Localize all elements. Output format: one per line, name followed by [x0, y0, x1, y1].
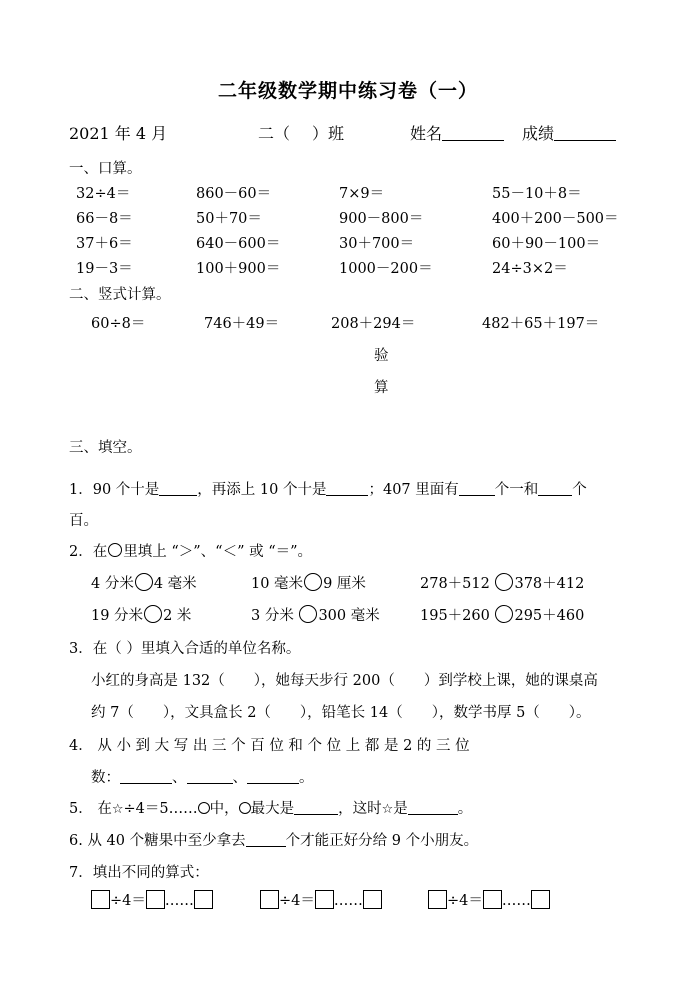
oral-problem: 32÷4＝ — [76, 186, 131, 202]
oral-problem: 100＋900＝ — [196, 261, 281, 277]
compare-circle[interactable] — [135, 573, 153, 591]
answer-box[interactable] — [363, 890, 382, 909]
compare-item: 4 分米 4 毫米 — [91, 572, 197, 593]
class-prefix: 二（ — [258, 124, 291, 143]
oral-problem: 900－800＝ — [339, 211, 424, 227]
answer-box[interactable] — [531, 890, 550, 909]
compare-circle[interactable] — [495, 573, 513, 591]
division-template-2: ÷4＝ …… — [260, 889, 382, 910]
oral-problem: 37＋6＝ — [76, 236, 133, 252]
compare-item: 3 分米 300 毫米 — [251, 604, 380, 625]
answer-blank[interactable] — [538, 481, 572, 496]
exam-date: 2021 年 4 月 — [69, 124, 168, 143]
oral-problem: 60＋90－100＝ — [492, 236, 601, 252]
check-label-1: 验 — [374, 348, 389, 364]
section-fill-heading: 三、填空。 — [69, 440, 142, 456]
star-icon: ☆ — [111, 802, 124, 817]
answer-box[interactable] — [483, 890, 502, 909]
oral-problem: 7×9＝ — [339, 186, 385, 202]
compare-item: 278＋512 378＋412 — [420, 572, 584, 593]
answer-box[interactable] — [315, 890, 334, 909]
answer-blank[interactable] — [247, 769, 299, 784]
answer-blank[interactable] — [159, 481, 197, 496]
question-3: 3．在（ ）里填入合适的单位名称。 — [69, 641, 301, 657]
page-title: 二年级数学期中练习卷（一） — [217, 80, 478, 102]
answer-box[interactable] — [260, 890, 279, 909]
section-oral-heading: 一、口算。 — [69, 161, 142, 177]
oral-problem: 860－60＝ — [196, 186, 272, 202]
compare-circle[interactable] — [495, 605, 513, 623]
compare-item: 10 毫米 9 厘米 — [251, 572, 366, 593]
division-template-1: ÷4＝ …… — [91, 889, 213, 910]
question-3-line-2: 约 7（ ），文具盒长 2（ ），铅笔长 14（ ），数学书厚 5（ ）。 — [91, 705, 591, 721]
question-4: 4． 从 小 到 大 写 出 三 个 百 位 和 个 位 上 都 是 2 的 三 位 — [69, 738, 470, 754]
answer-blank[interactable] — [187, 769, 233, 784]
name-field — [410, 121, 504, 144]
star-icon: ☆ — [381, 802, 394, 817]
answer-box[interactable] — [146, 890, 165, 909]
question-3-line-1: 小红的身高是 132（ ），她每天步行 200（ ）到学校上课，她的课桌高 — [91, 673, 598, 689]
oral-problem: 24÷3×2＝ — [492, 261, 568, 277]
answer-box[interactable] — [428, 890, 447, 909]
oral-problem: 55－10＋8＝ — [492, 186, 582, 202]
answer-blank[interactable] — [246, 832, 286, 847]
circle-icon — [198, 802, 210, 814]
section-vertical-heading: 二、竖式计算。 — [69, 287, 171, 303]
class-suffix: ）班 — [312, 124, 345, 143]
answer-blank[interactable] — [294, 800, 338, 815]
class-field — [258, 121, 344, 144]
compare-item: 195＋260 295＋460 — [420, 604, 584, 625]
check-label-2: 算 — [374, 380, 389, 396]
oral-problem: 640－600＝ — [196, 236, 281, 252]
oral-problem: 400＋200－500＝ — [492, 211, 619, 227]
division-template-3: ÷4＝ …… — [428, 889, 550, 910]
answer-box[interactable] — [91, 890, 110, 909]
question-6: 6. 从 40 个糖果中至少拿去 个才能正好分给 9 个小朋友。 — [69, 833, 479, 849]
vertical-problem: 208＋294＝ — [331, 316, 416, 332]
question-5: 5． 在☆÷4＝5…… 中， 最大是 ，这时☆是 。 — [69, 801, 473, 817]
circle-icon — [108, 543, 122, 557]
question-1-cont: 百。 — [69, 513, 98, 529]
circle-icon — [239, 802, 251, 814]
question-7: 7．填出不同的算式： — [69, 865, 209, 881]
compare-item: 19 分米 2 米 — [91, 604, 191, 625]
compare-circle[interactable] — [299, 605, 317, 623]
oral-problem: 30＋700＝ — [339, 236, 415, 252]
answer-blank[interactable] — [326, 481, 368, 496]
question-1: 1．90 个十是 ，再添上 10 个十是 ；407 里面有 个一和 个 — [69, 482, 587, 498]
answer-blank[interactable] — [408, 800, 458, 815]
compare-circle[interactable] — [304, 573, 322, 591]
oral-problem: 50＋70＝ — [196, 211, 262, 227]
score-field — [522, 121, 616, 144]
name-blank[interactable] — [442, 126, 504, 141]
score-blank[interactable] — [554, 126, 616, 141]
compare-circle[interactable] — [144, 605, 162, 623]
answer-blank[interactable] — [120, 769, 172, 784]
vertical-problem: 746＋49＝ — [204, 316, 280, 332]
question-4-answers: 数： 、 、 。 — [91, 770, 314, 786]
name-label: 姓名 — [410, 124, 443, 143]
vertical-problem: 482＋65＋197＝ — [482, 316, 600, 332]
vertical-problem: 60÷8＝ — [91, 316, 146, 332]
oral-problem: 1000－200＝ — [339, 261, 433, 277]
question-2: 2．在 里填上 “＞”、“＜” 或 “＝”。 — [69, 544, 313, 560]
score-label: 成绩 — [522, 124, 555, 143]
answer-blank[interactable] — [459, 481, 495, 496]
answer-box[interactable] — [194, 890, 213, 909]
oral-problem: 19－3＝ — [76, 261, 133, 277]
oral-problem: 66－8＝ — [76, 211, 133, 227]
